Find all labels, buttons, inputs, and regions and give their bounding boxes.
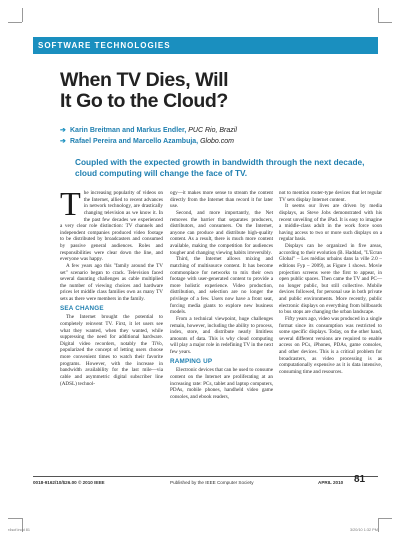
footer-date: APRIL 2010 (318, 480, 344, 485)
paragraph: Electronic devices that can be used to consume content on the Internet are proliferating at an increasing rate: PCs, tablet and laptop computers, PDAs, mobile phones, handheld video game consoles, and ebook readers, (170, 367, 273, 400)
paragraph: Second, and more importantly, the Net removes the barrier that separates producers, distributors, and consumers. On the Internet, anyone can produce and distribute high-quality content. As a result, there is much more content available, making the competition for audiences tougher and changing viewing habits irreversibly. (170, 209, 273, 256)
paragraph: The Internet brought the potential to completely reinvent TV. First, it let users see what they wanted, when they wanted, while suppressing the need for additional hardware. Digital video recorders, notably the TiVo, popularized the concept of letting users choose more convenient times to watch their favorite programs. However, with the increase in bandwidth availability for the last mile—via cable and asymmetric digital subscriber line (ADSL) technol- (60, 314, 163, 387)
crop-mark (378, 518, 392, 519)
arrow-bullet-icon: ➔ (60, 138, 66, 145)
paragraph: ogy—it makes more sense to stream the content directly from the Internet than record it for later use. (170, 190, 273, 210)
footer-copyright: 0018-9162/10/$26.00 © 2010 IEEE (33, 480, 105, 485)
author-names: Rafael Pereira and Marcello Azambuja, (70, 138, 199, 145)
crop-mark (378, 8, 379, 22)
body-column-1 (60, 186, 163, 387)
paragraph: Fifty years ago, video was produced in a single format since its consumption was restricted to some specific displays. Today, on the other hand, several different versions are required to enable access on PCs, iPhones, PDAs, game consoles, and other devices. This is a critical problem for broadcasters, as video processing is as computationally expensive as it is data intensive, consuming time and resources. (279, 315, 382, 375)
author-affiliation: Globo.com (200, 138, 234, 145)
subhead-sea-change: SEA CHANGE (60, 304, 104, 312)
paragraph: The increasing popularity of videos on the Internet, allied to recent advances in network technology, are drastically changing television as we know it. In the past few decades we experienced a very clear role distinction: TV channels and independent companies produced video footage to be distributed by broadcasters and consumed by passive general audiences. Roles and responsibilities were clear down the line, and everyone was happy. (60, 186, 163, 263)
crop-mark (8, 518, 22, 519)
paragraph: It seems our lives are driven by media displays, as Steve Jobs demonstrated with his recent unveiling of the iPad. It is easy to imagine a middle-class adult in the work force soon having access to two or more such displays on a regular basis. (279, 203, 382, 243)
paragraph: Displays can be organized in five areas, according to their evolution (B. Haddad, "L'Ecran Global" – Les médias urbains dans la ville 2.0 – editions Fyp – 2009), as Figure 1 shows. Movie projection screens were the first to appear, in open public spaces. Then came the TV and PC—no longer public, but still collective. Mobile devices followed, for personal use in both private and public environments. More recently, public electronic displays on everything from billboards to bus stops are changing the urban landscape. (279, 243, 382, 316)
crop-mark (378, 22, 392, 23)
paragraph: Third, the Internet allows mixing and matching of multisource content. It has become commonplace for networks to mix their own footage with user-generated content to provide a more holistic experience. Video production, distribution, and selection are no longer the privilege of a few. Users now have a front seat, forcing media giants to explore new business models. (170, 256, 273, 316)
title-line-2: It Go to the Cloud? (60, 90, 228, 112)
body-column-2 (170, 190, 273, 400)
title-line-1: When TV Dies, Will (60, 69, 229, 91)
article-deck: Coupled with the expected growth in bandwidth through the next decade, cloud computing will change the face of TV. (75, 157, 365, 178)
paragraph: From a technical viewpoint, huge challenges remain, however, including the ability to process, index, store, and distribute nearly limitless amounts of data. This is why cloud computing will play a major role in redefining TV in the next few years. (170, 315, 273, 355)
crop-mark (378, 518, 379, 532)
subhead-ramping-up: RAMPING UP (170, 357, 213, 365)
crop-mark (22, 8, 23, 22)
author-line-1 (60, 126, 237, 136)
body-column-3 (279, 190, 382, 376)
article-title (60, 70, 380, 112)
paragraph: A few years ago this "family around the TV set" scenario began to crack. Television faced several daunting challenges as cable multiplied the number of viewing choices and hardware prices let middle class families own as many TV sets as there were members in the family. (60, 262, 163, 302)
page-number: 81 (354, 474, 366, 485)
drop-cap: T (60, 186, 81, 223)
section-label: SOFTWARE TECHNOLOGIES (38, 41, 171, 50)
arrow-bullet-icon: ➔ (60, 127, 66, 134)
footer-publisher: Published by the IEEE Computer Society (170, 480, 254, 485)
author-affiliation: PUC Rio, Brazil (188, 127, 237, 134)
author-line-2 (60, 137, 234, 147)
slug-timestamp: 3/20/10 1:32 PM (350, 528, 378, 532)
slug-filename: r4sof.indd 81 (8, 528, 30, 532)
paragraph: not to mention router-type devices that let regular TV sets display Internet content. (279, 190, 382, 203)
author-names: Karin Breitman and Markus Endler, (70, 127, 187, 134)
crop-mark (8, 22, 22, 23)
footer-rule (33, 476, 378, 477)
